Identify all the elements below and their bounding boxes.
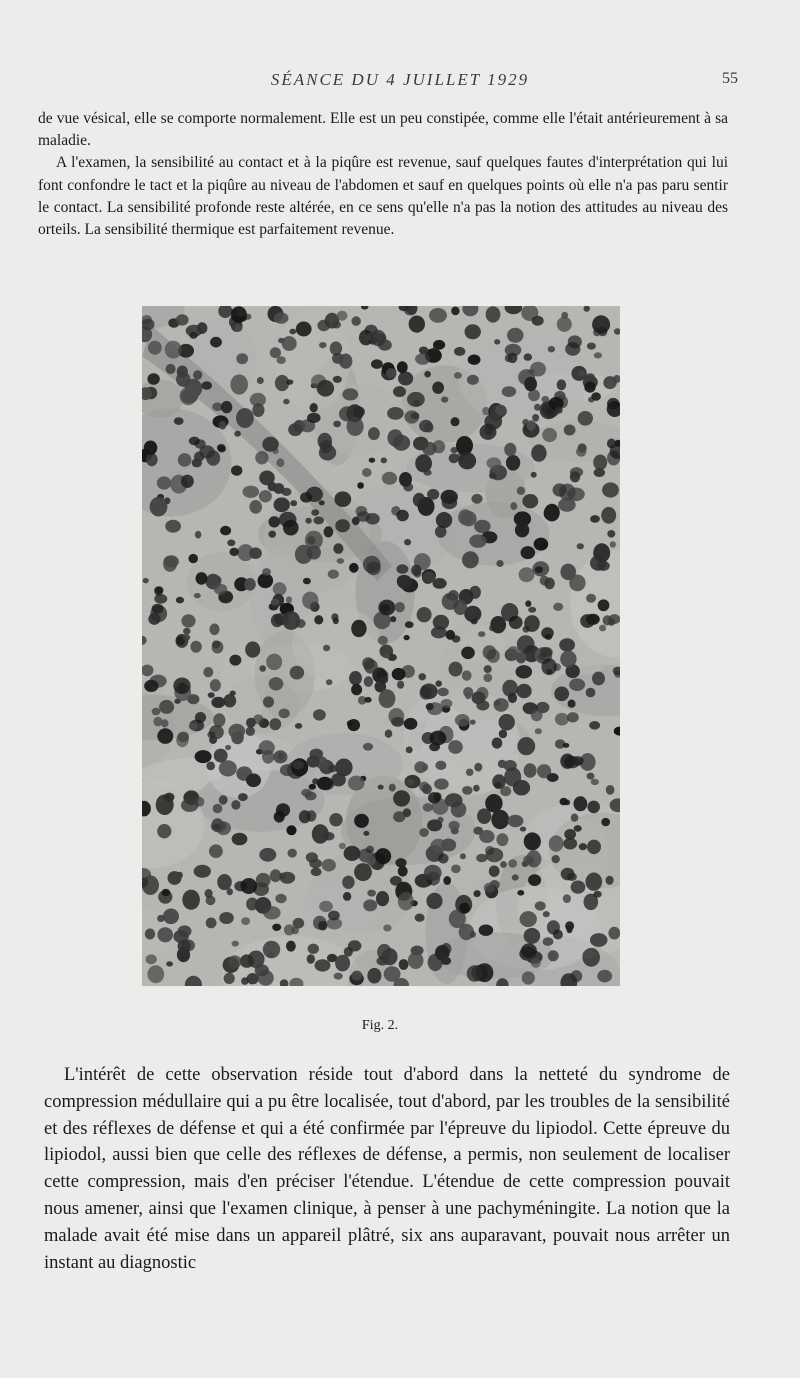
page-header [0, 70, 800, 96]
page-number: 55 [722, 70, 738, 87]
histology-figure [142, 306, 620, 986]
body-paragraph: L'intérêt de cette observation réside tout d'abord dans la netteté du syndrome de compression médullaire qui a pu être localisée, tout d'abord, par les troubles de la sensibilité et des réflexes de défense et qui a été confirmée par l'épreuve du lipiodol. Cette épreuve du lipiodol, aussi bien que celle des réflexes de défense, a permis, non seulement de localiser cette compression, mais d'en préciser l'étendue. L'étendue de cette compression pouvait nous amener, ainsi que l'examen clinique, à penser à une pachyméningite. La notion que la malade avait été mise dans un appareil plâtré, six ans auparavant, pouvait nous arrêter un instant au diagnostic [44, 1065, 730, 1273]
intro-text [38, 108, 728, 241]
intro-paragraph-2: A l'examen, la sensibilité au contact et à la piqûre est revenue, sauf quelques fautes d'interprétation qui lui font confondre le tact et la piqûre au niveau de l'abdomen et sauf en quelques points où elle n'a pas paru sentir le contact. La sensibilité profonde reste altérée, en ce sens qu'elle n'a pas la notion des attitudes au niveau des orteils. La sensibilité thermique est parfaitement revenue. [38, 154, 728, 239]
figure-caption: Fig. 2. [361, 1018, 399, 1033]
micrograph-image [142, 306, 620, 986]
intro-paragraph-1: de vue vésical, elle se comporte normalement. Elle est un peu constipée, comme elle l'était antérieurement à sa maladie. [38, 110, 728, 150]
running-title: SÉANCE DU 4 JUILLET 1929 [270, 70, 530, 89]
